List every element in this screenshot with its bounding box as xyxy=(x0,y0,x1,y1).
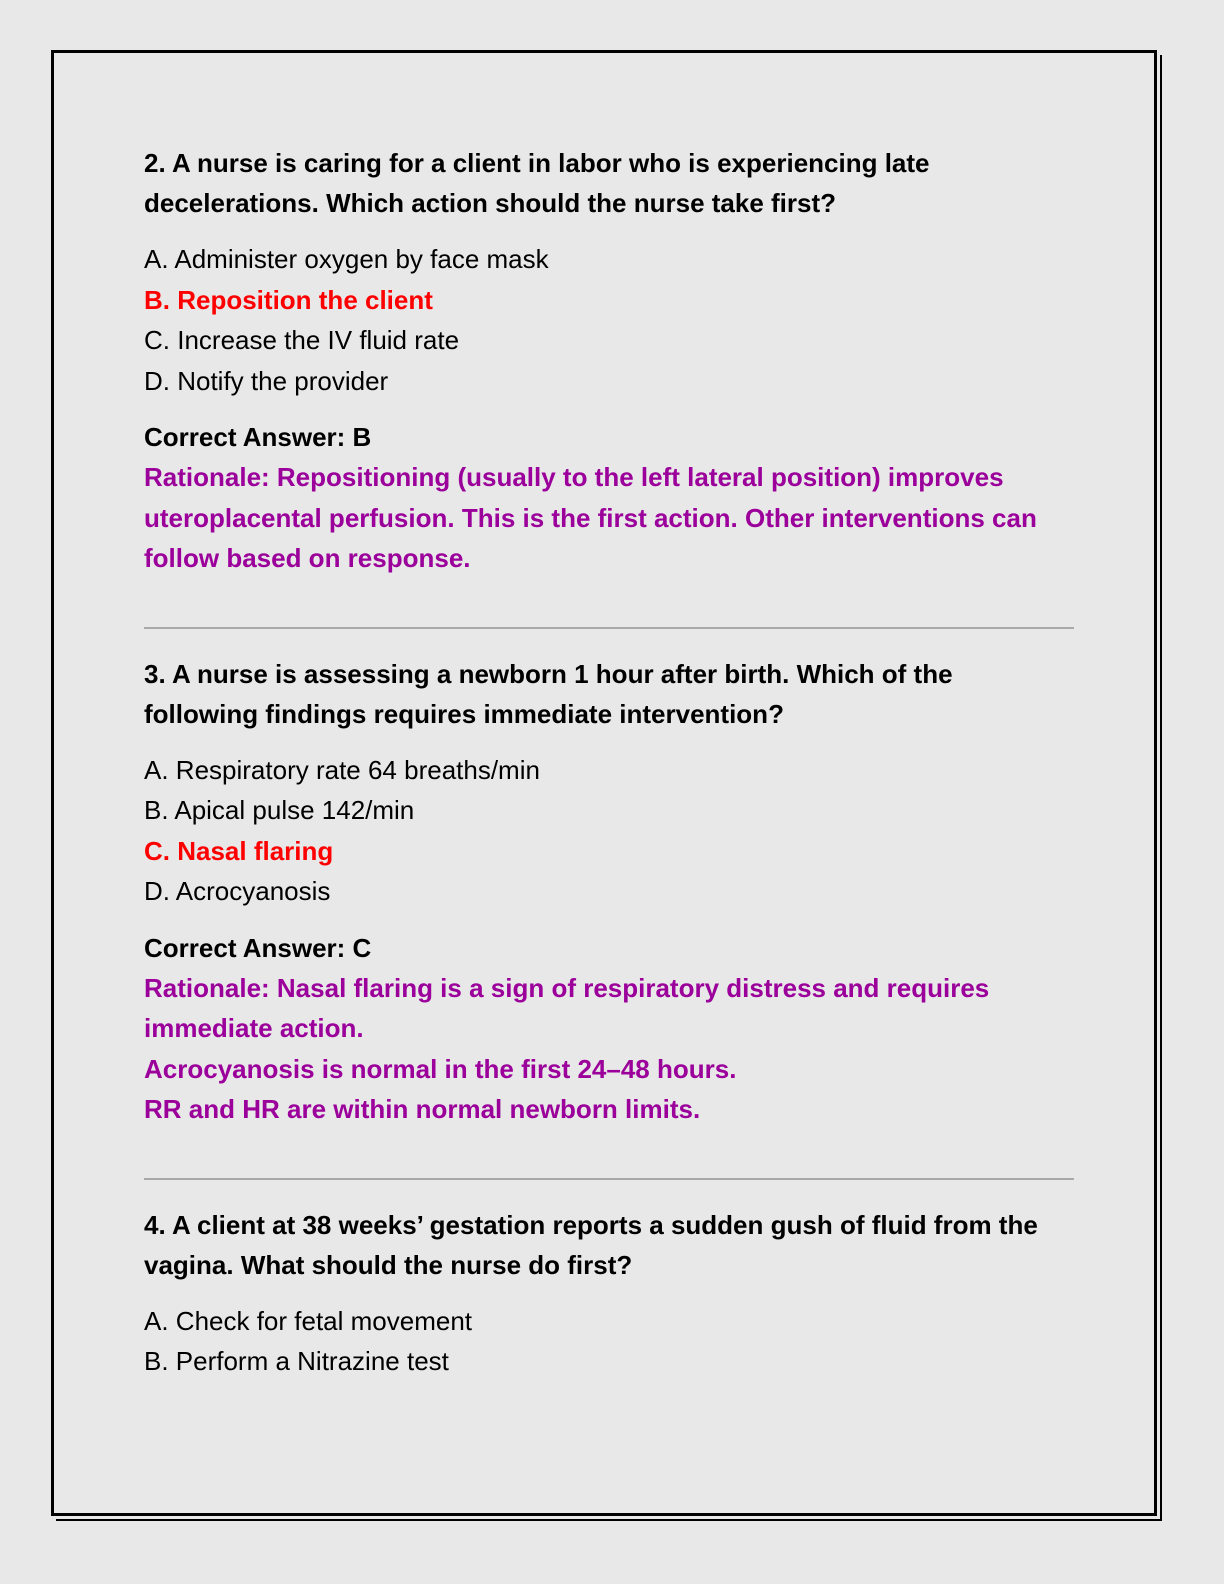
option-c-correct: C. Nasal flaring xyxy=(144,835,334,866)
document-content xyxy=(144,143,1074,1398)
option-b-correct: B. Reposition the client xyxy=(144,284,433,315)
rationale-text: Rationale: Repositioning (usually to the left lateral position) improves uteroplacental perfusion. This is the first action. Other interventions can follow based on response. xyxy=(144,462,1037,573)
options-list xyxy=(144,750,1074,912)
option-a: A. Respiratory rate 64 breaths/min xyxy=(144,754,540,785)
question-text: 2. A nurse is caring for a client in labor who is experiencing late decelerations. Which action should the nurse take first? xyxy=(144,148,930,218)
correct-answer: Correct Answer: C xyxy=(144,932,372,963)
option-c: C. Increase the IV fluid rate xyxy=(144,325,460,355)
option-b: B. Perform a Nitrazine test xyxy=(144,1346,449,1376)
question-text: 4. A client at 38 weeks’ gestation reports a sudden gush of fluid from the vagina. What should the nurse do first? xyxy=(144,1209,1038,1280)
rationale-text: Acrocyanosis is normal in the first 24–48 hours. xyxy=(144,1053,737,1084)
option-a: A. Check for fetal movement xyxy=(144,1305,473,1336)
question-block-2 xyxy=(144,143,1074,579)
rationale-text: Rationale: Nasal flaring is a sign of respiratory distress and requires immediate action. xyxy=(144,972,990,1043)
options-list xyxy=(144,239,1074,401)
option-d: D. Acrocyanosis xyxy=(144,876,331,906)
option-d: D. Notify the provider xyxy=(144,365,389,396)
correct-answer: Correct Answer: B xyxy=(144,422,372,452)
question-block-3 xyxy=(144,654,1074,1130)
options-list xyxy=(144,1301,1074,1382)
rationale-text: RR and HR are within normal newborn limits. xyxy=(144,1094,701,1124)
option-b: B. Apical pulse 142/min xyxy=(144,795,415,825)
option-a: A. Administer oxygen by face mask xyxy=(144,244,549,274)
question-text: 3. A nurse is assessing a newborn 1 hour after birth. Which of the following findings requires immediate intervention? xyxy=(144,658,953,729)
question-block-4 xyxy=(144,1205,1074,1382)
